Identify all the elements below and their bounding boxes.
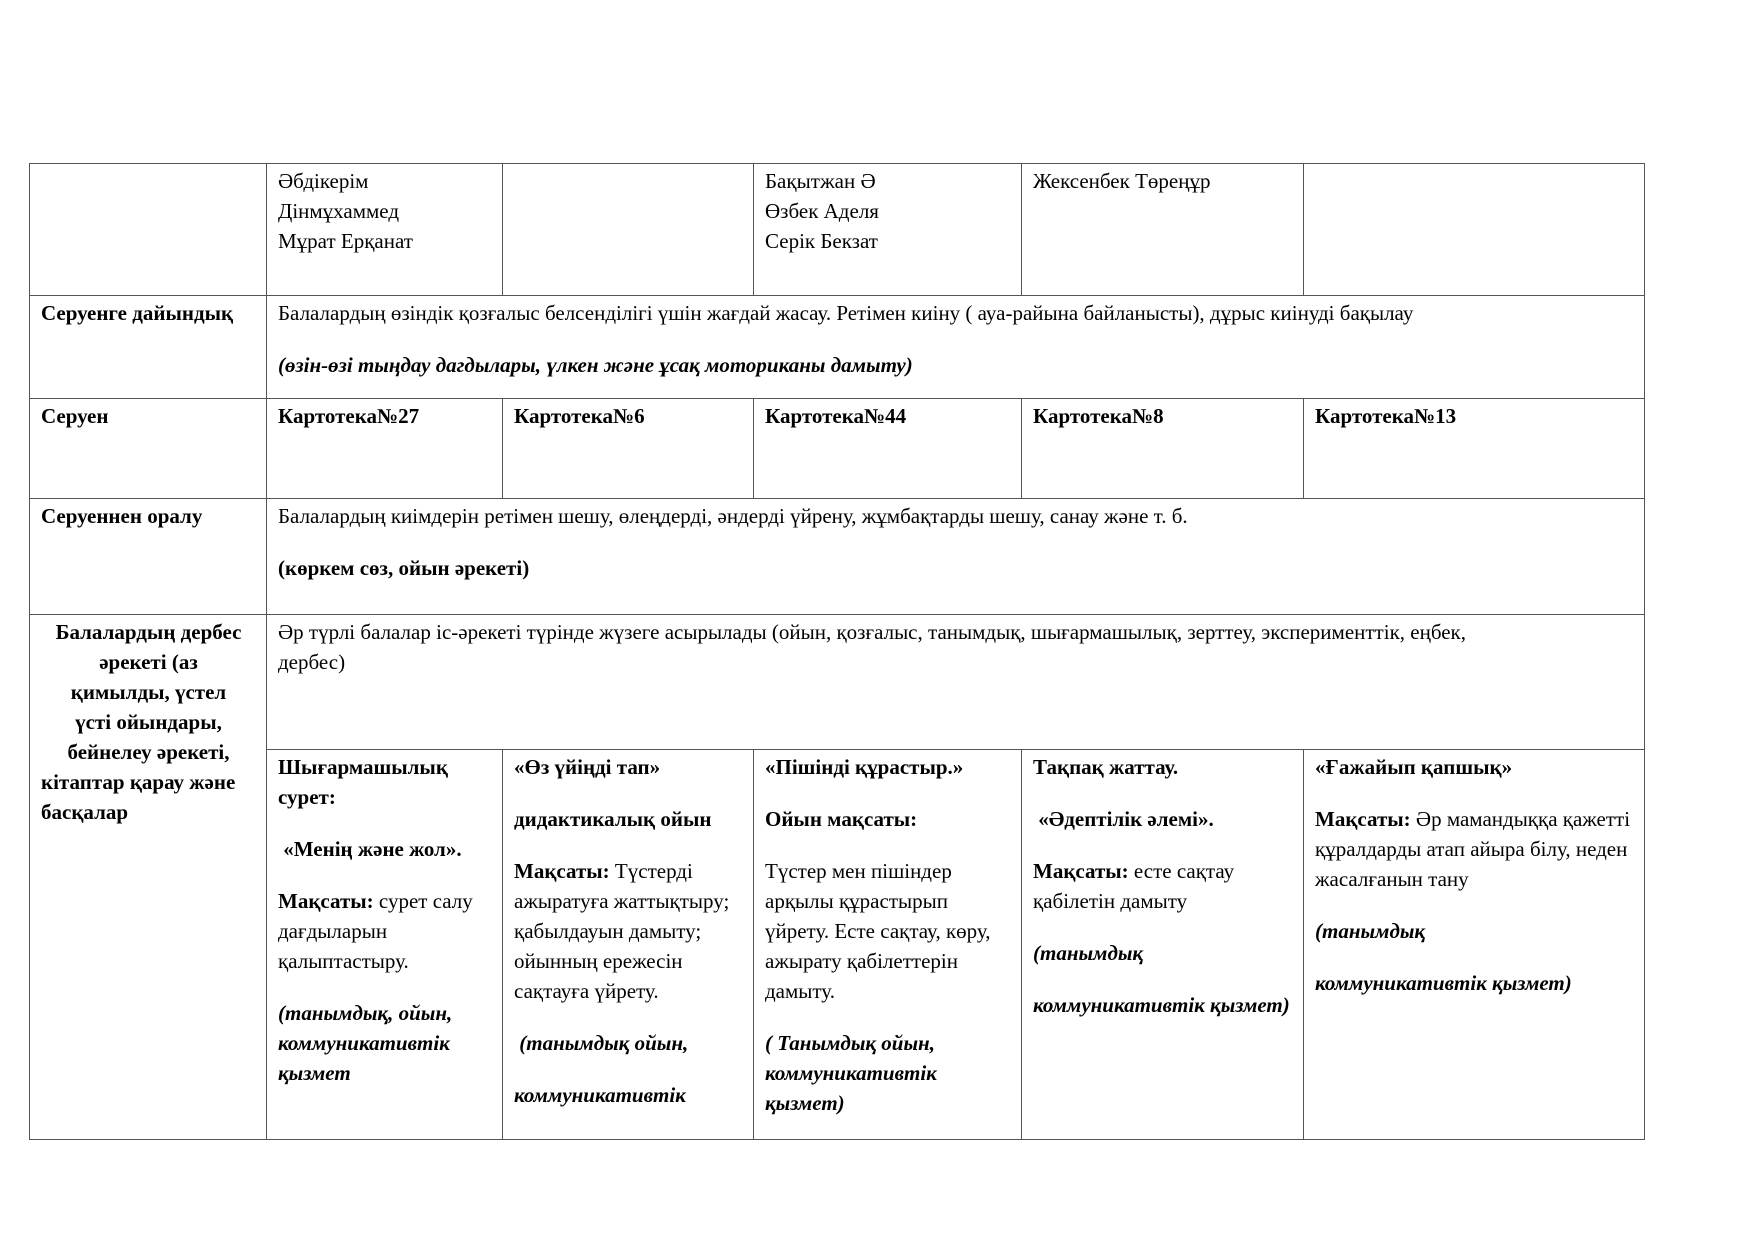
walk-row [30,399,1645,499]
return-content [267,499,1645,615]
independent-intro-line: дербес) [278,650,346,674]
name-line: Дінмұхаммед [278,199,400,223]
plan-table [29,163,1645,1140]
goal-label: Мақсаты: [514,859,610,883]
name-line: Өзбек Аделя [765,199,879,223]
goal-label: Мақсаты: [278,889,374,913]
name-line: Бақытжан Ә [765,169,876,193]
activity-subtitle: «Әдептілік әлемі». [1033,807,1214,831]
independent-label-line: бейнелеу әрекеті, [67,740,230,764]
name-line: Мұрат Ерқанат [278,229,413,253]
names-row [30,164,1645,296]
activity-cell-1 [267,750,503,1140]
names-cell-5 [1304,164,1645,296]
activity-goal [278,886,492,976]
walk-card-1: Картотека№27 [267,399,503,499]
walk-card-3: Картотека№44 [754,399,1022,499]
prep-text: Балалардың өзіндік қозғалыс белсенділігі үшін жағдай жасау. Ретімен киіну ( ауа-райына байланысты), дұрыс киінуді бақылау [278,301,1414,325]
activity-skills-2: коммуникативтік [514,1083,686,1107]
independent-label-line: кітаптар қарау және [41,770,236,794]
activity-skills: (танымдық [1315,919,1426,943]
goal-text: Әр мамандыққа қажетті құралдарды атап айыра білу, неден жасалғанын тану [1315,807,1631,891]
activity-cell-4 [1022,750,1304,1140]
walk-card-2: Картотека№6 [503,399,754,499]
goal-label: Мақсаты: [1033,859,1129,883]
names-cell-4 [1022,164,1304,296]
return-label: Серуеннен оралу [30,499,267,615]
activity-goal: Түстер мен пішіндер арқылы құрастырып үйрету. Есте сақтау, көру, ажырату қабілеттерін дамыту. [765,859,991,1003]
activity-goal [1033,856,1293,916]
walk-label: Серуен [30,399,267,499]
names-cell-3 [754,164,1022,296]
activity-subtitle: дидактикалық ойын [514,807,712,831]
activity-title: Тақпақ жаттау. [1033,755,1179,779]
independent-row [30,615,1645,750]
goal-text: есте сақтау қабілетін дамыту [1033,859,1235,913]
activity-title: «Ғажайып қапшық» [1315,755,1513,779]
activities-row [30,750,1645,1140]
return-row [30,499,1645,615]
independent-intro [267,615,1645,750]
independent-intro-line: Әр түрлі балалар іс-әрекеті түрінде жүзеге асырылады (ойын, қозғалыс, танымдық, шығармашылық, зерттеу, эксперименттік, еңбек, [278,620,1467,644]
return-text: Балалардың киімдерін ретімен шешу, өлеңдерді, әндерді үйрену, жұмбақтарды шешу, санау және т. б. [278,504,1188,528]
name-line: Әбдікерім [278,169,369,193]
independent-label-line: үсті ойындары, [75,710,222,734]
activity-skills-2: коммуникативтік қызмет) [1033,993,1290,1017]
activity-skills: (танымдық [1033,941,1144,965]
return-skills: (көркем сөз, ойын әрекеті) [278,556,530,580]
independent-label-line: әрекеті (аз [99,650,198,674]
name-line: Жексенбек Төреңұр [1033,169,1211,193]
activity-subtitle: «Менің және жол». [278,837,462,861]
activity-title-line: сурет: [278,785,336,809]
activity-goal [514,856,743,1006]
goal-text: Түстерді ажыратуға жаттықтыру; қабылдауын дамыту; ойынның ережесін сақтауға үйрету. [514,859,730,1003]
activity-skills: (танымдық ойын, [514,1031,689,1055]
activity-skills: (танымдық, ойын, коммуникативтік қызмет [278,1001,453,1085]
goal-text: сурет салу дағдыларын қалыптастыру. [278,889,473,973]
activity-title-line: Шығармашылық [278,755,448,779]
walk-card-4: Картотека№8 [1022,399,1304,499]
names-label-cell [30,164,267,296]
prep-skills: (өзін-өзі тыңдау дагдылары, үлкен және ұсақ моториканы дамыту) [278,353,913,377]
activity-title: «Пішінді құрастыр.» [765,755,964,779]
goal-label: Мақсаты: [1315,807,1411,831]
activity-goal [1315,804,1634,894]
activity-skills-2: коммуникативтік қызмет) [1315,971,1572,995]
names-cell-2 [503,164,754,296]
activity-subtitle: Ойын мақсаты: [765,807,918,831]
activity-cell-3 [754,750,1022,1140]
name-line: Серік Бекзат [765,229,878,253]
prep-content [267,296,1645,399]
independent-label-line: басқалар [41,800,129,824]
activity-skills: ( Танымдық ойын, коммуникативтік қызмет) [765,1031,937,1115]
walk-card-5: Картотека№13 [1304,399,1645,499]
names-cell-1 [267,164,503,296]
independent-label [30,615,267,1140]
independent-label-line: қимылды, үстел [70,680,227,704]
prep-row [30,296,1645,399]
prep-label: Серуенге дайындық [30,296,267,399]
activity-title [278,752,492,812]
activity-title: «Өз үйіңді тап» [514,755,661,779]
activity-cell-2 [503,750,754,1140]
independent-label-line: Балалардың дербес [55,620,242,644]
activity-cell-5 [1304,750,1645,1140]
